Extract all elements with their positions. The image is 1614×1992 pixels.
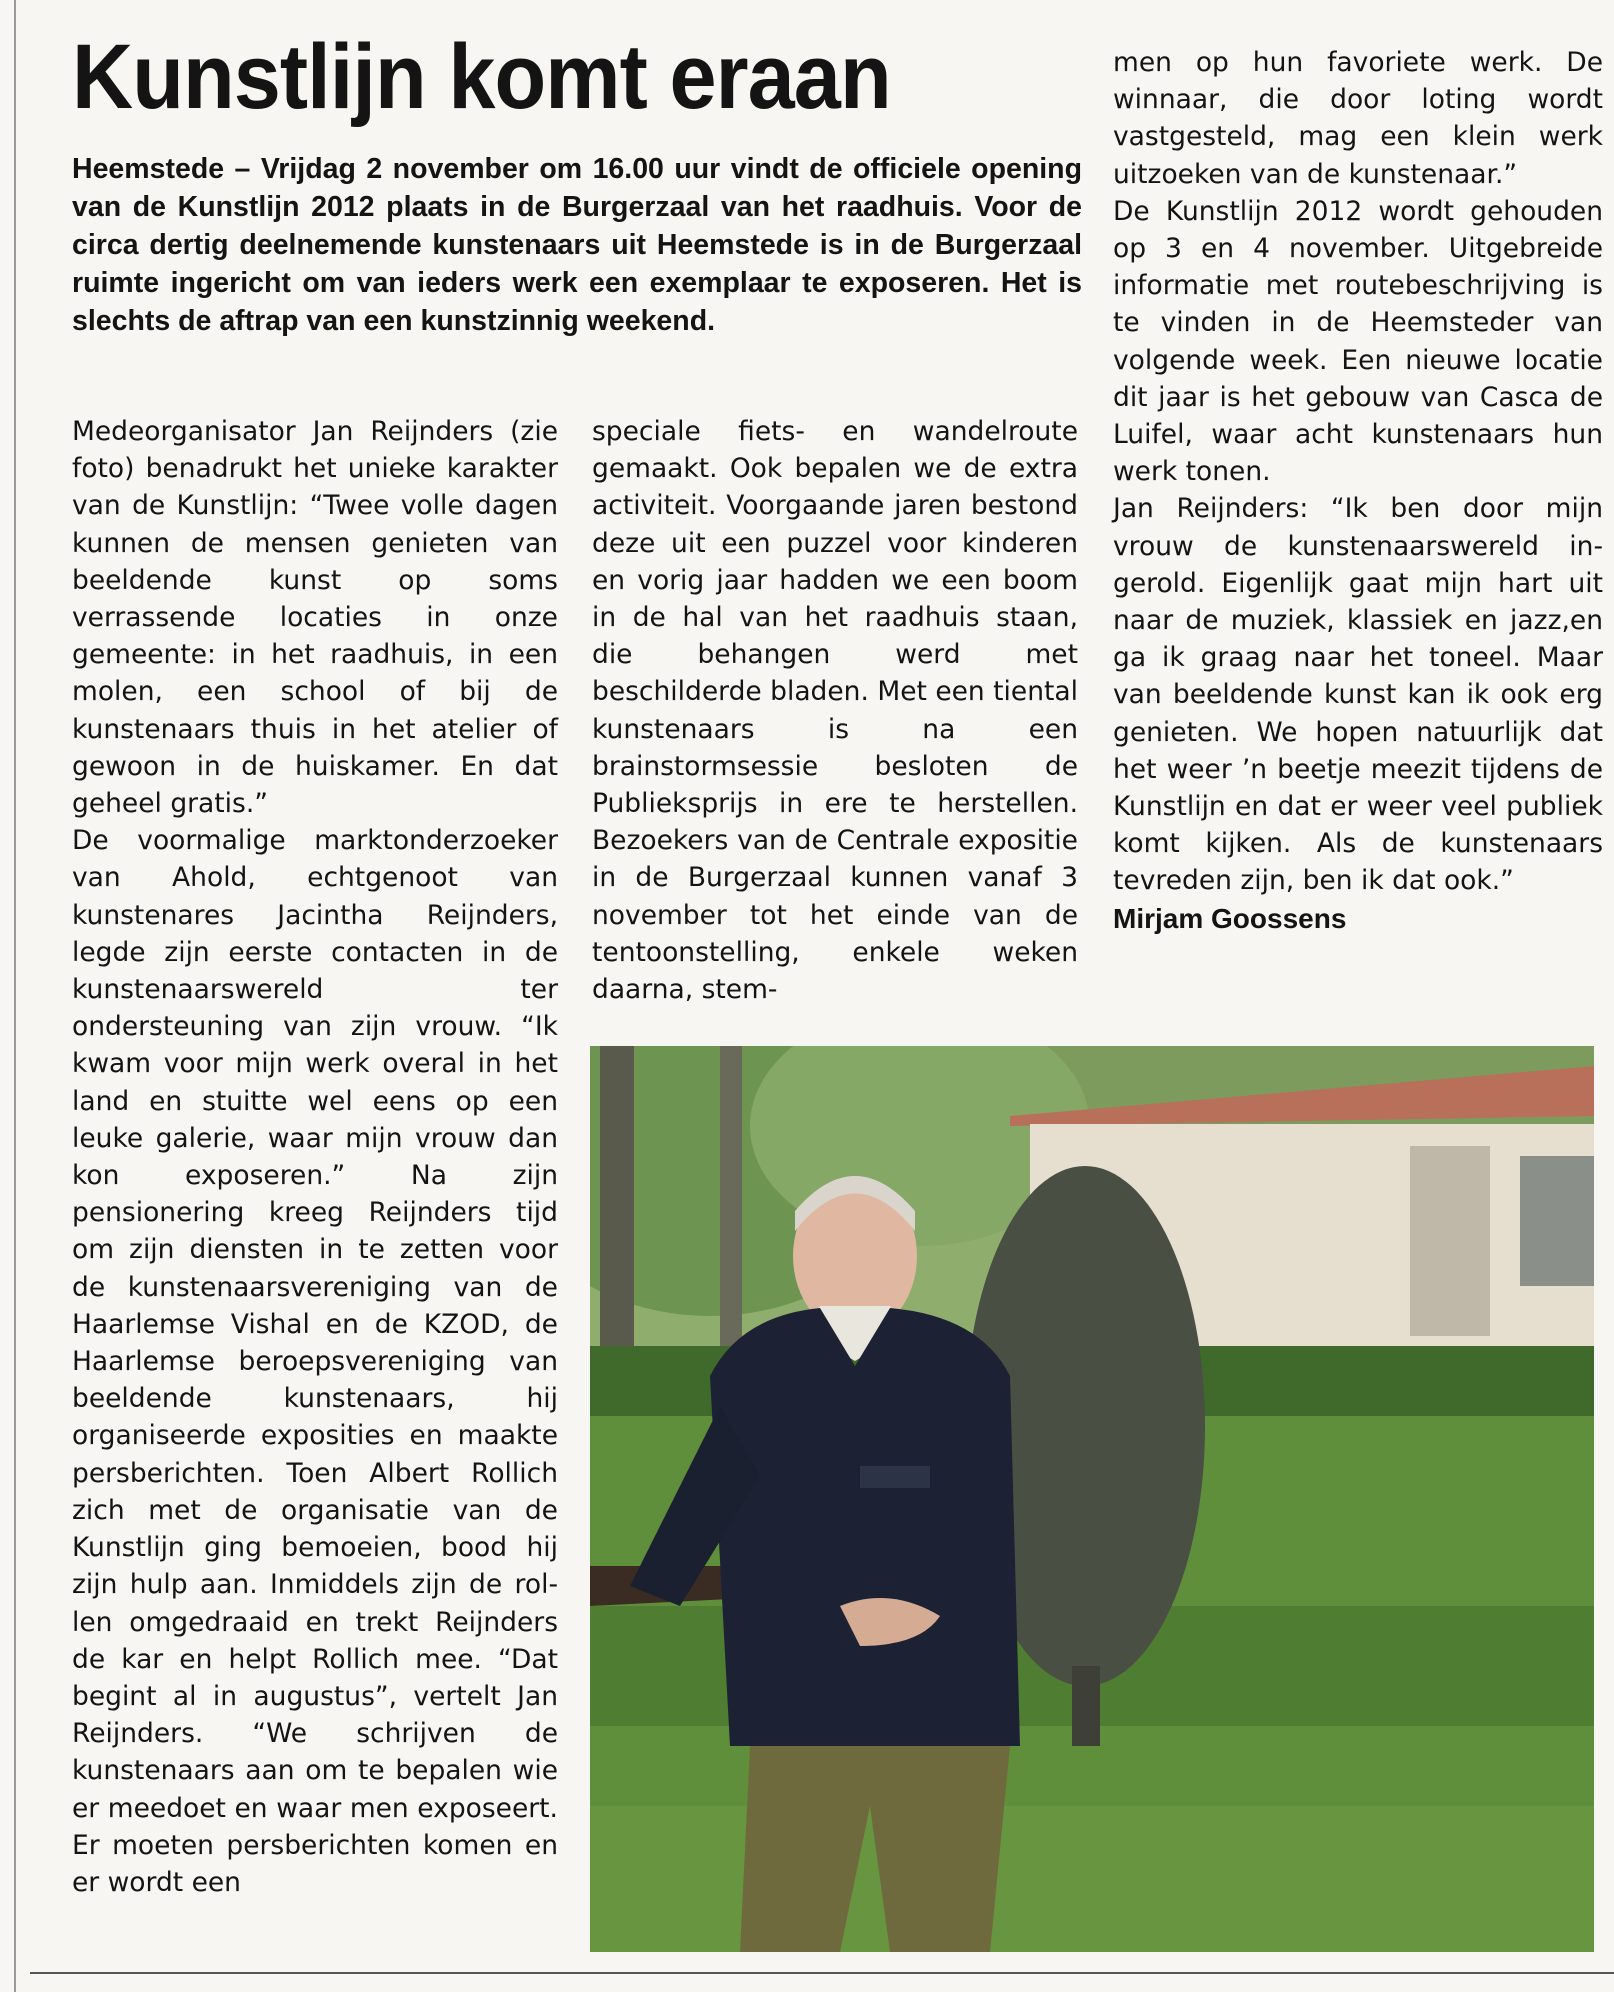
byline: Mirjam Goossens bbox=[1113, 902, 1347, 934]
bottom-divider bbox=[30, 1972, 1614, 1974]
paragraph: speciale fiets- en wandelroute gemaakt. Ook bepalen we de extra activiteit. Voorgaande jaren bestond deze uit een puzzel voor kinderen en vorig jaar hadden we een boom in de hal van het raadhuis staan, die behangen werd met beschilderde bladen. Met een tiental kunstenaars is na een brainstormsessie besloten de Publieksprijs in ere te herstellen. Bezoekers van de Centrale expositie in de Burgerzaal kunnen vanaf 3 november tot het einde van de tentoonstelling, enkele weken daarna, stem- bbox=[592, 416, 1078, 1006]
body-column-2 bbox=[592, 413, 1078, 1008]
body-column-3 bbox=[1113, 44, 1603, 937]
headline: Kunstlijn komt eraan bbox=[72, 26, 891, 128]
article-photo bbox=[590, 1046, 1594, 1952]
man-jacket bbox=[710, 1308, 1020, 1746]
photo-illustration bbox=[590, 1046, 1594, 1952]
body-column-1 bbox=[72, 413, 558, 1901]
paragraph: men op hun favoriete werk. De winnaar, die door loting wordt vastgesteld, mag een klein werk uitzoeken van de kunstenaar.” bbox=[1113, 47, 1603, 190]
paragraph: Jan Reijnders: “Ik ben door mijn vrouw de kunstenaarswereld ingerold. Eigenlijk gaat mijn hart uit naar de muziek, klassiek en jazz,en ga ik graag naar het toneel. Maar van beeldende kunst kan ik ook erg genieten. We hopen natuurlijk dat het weer ’n beetje meezit tijdens de Kunstlijn en dat er weer veel publiek komt kijken. Als de kunstenaars tevreden zijn, ben ik dat ook.” bbox=[1113, 493, 1603, 897]
paragraph: De Kunstlijn 2012 wordt gehouden op 3 en 4 november. Uitgebreide informatie met routebeschrijving is te vinden in de Heemsteder van volgende week. Een nieuwe locatie dit jaar is het gebouw van Casca de Luifel, waar acht kunstenaars hun werk tonen. bbox=[1113, 195, 1603, 488]
lead-paragraph: Heemstede – Vrijdag 2 november om 16.00 uur vindt de officiele opening van de Kunstlijn 2012 plaats in de Burgerzaal van het raadhuis. Voor de circa dertig deelnemende kunstenaars uit Heemstede is in de Burgerzaal ruimte ingericht om van ieders werk een exemplaar te exposeren. Het is slechts de aftrap van een kunstzinnig weekend. bbox=[72, 153, 1082, 337]
paragraph: De voormalige marktonderzoeker van Ahold, echtgenoot van kunstenares Jacintha Reijnders, legde zijn eerste contacten in de kunstenaarswereld ter ondersteuning van zijn vrouw. “Ik kwam voor mijn werk overal in het land en stuitte wel eens op een leuke galerie, waar mijn vrouw dan kon exposeren.” Na zijn pensionering kreeg Reijnders tijd om zijn diensten in te zetten voor de kunstenaarsvereniging van de Haarlemse Vishal en de KZOD, de Haarlemse beroepsvereniging van beeldende kunstenaars, hij organiseerde exposities en maakte persberichten. Toen Albert Rollich zich met de organisatie van de Kunstlijn ging bemoeien, bood hij zijn hulp aan. Inmiddels zijn de rollen omgedraaid en trekt Reijnders de kar en helpt Rollich mee. “Dat begint al in augustus”, vertelt Jan Reijnders. “We schrijven de kunstenaars aan om te bepalen wie er meedoet en waar men exposeert. Er moeten persberichten komen en er wordt een bbox=[72, 825, 558, 1898]
column-divider bbox=[14, 0, 16, 1992]
paragraph: Medeorganisator Jan Reijnders (zie foto) benadrukt het unieke karakter van de Kunstlijn: “Twee volle dagen kunnen de mensen genieten van beeldende kunst op soms verrassende locaties in onze gemeente: in het raadhuis, in een molen, een school of bij de kunstenaars thuis in het atelier of gewoon in de huiskamer. En dat geheel gratis.” bbox=[72, 416, 558, 820]
